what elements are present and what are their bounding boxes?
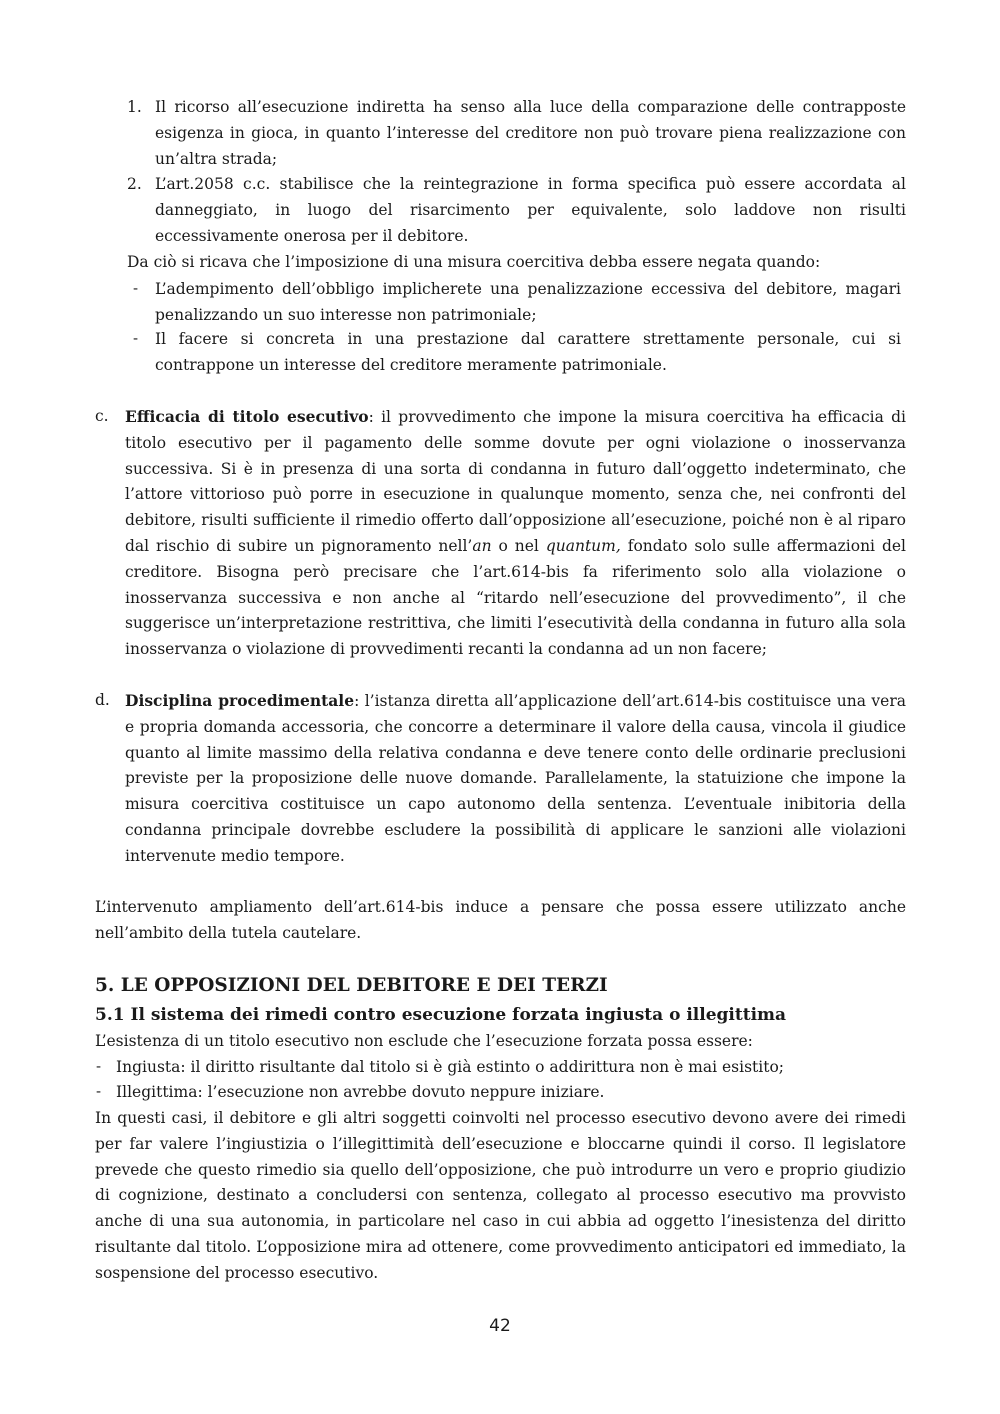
list-marker: - (133, 329, 139, 347)
list-marker: - (133, 279, 139, 297)
list-item-c: Efficacia di titolo esecutivo: il provvedimento che impone la misura coercitiva ha efficacia di titolo esecutivo per il pagamento delle somme dovute per ogni violazione o inosservanza successiva. Si è in presenza di una sorta di condanna in futuro dall’oggetto indeterminato, che l’attore vittorioso può porre in esecuzione in qualunque momento, senza che, nei confronti del debitore, risulti sufficiente il rimedio offerto dall’opposizione all’esecuzione, poiché non è al riparo dal rischio di subire un pignoramento nell’an o nel quantum, fondato solo sulle affermazioni del creditore. Bisogna però precisare che l’art.614-bis fa riferimento solo alla violazione o inosservanza successiva e non anche al “ritardo nell’esecuzione del provvedimento”, il che suggerisce un’interpretazione restrittiva, che limiti l’esecutività della condanna in futuro alla sola inosservanza o violazione di provvedimenti recanti la condanna ad un non facere; (125, 407, 907, 659)
item-title: Efficacia di titolo esecutivo (125, 407, 369, 426)
paragraph: L’esistenza di un titolo esecutivo non esclude che l’esecuzione forzata possa essere: (95, 1032, 753, 1050)
list-marker: 2. (127, 175, 142, 193)
list-marker: 1. (127, 98, 142, 116)
section-heading: 5. LE OPPOSIZIONI DEL DEBITORE E DEI TERZI (95, 975, 608, 996)
list-marker: c. (95, 407, 109, 425)
paragraph: In questi casi, il debitore e gli altri soggetti coinvolti nel processo esecutivo devono avere dei rimedi per far valere l’ingiustizia o l’illegittimità dell’esecuzione e bloccarne quindi il corso. Il legislatore prevede che questo rimedio sia quello dell’opposizione, che può introdurre un vero e proprio giudizio di cognizione, destinato a concludersi con sentenza, collegato al processo esecutivo ma provvisto anche di una sua autonomia, in particolare nel caso in cui abbia ad oggetto l’inesistenza del diritto risultante dal titolo. L’opposizione mira ad ottenere, come provvedimento anticipatori ed immediato, la sospensione del processo esecutivo. (95, 1109, 906, 1282)
list-item: Il facere si concreta in una prestazione dal carattere strettamente personale, cui si contrappone un interesse del creditore meramente patrimoniale. (155, 330, 901, 374)
list-marker: - (96, 1057, 102, 1075)
item-title: Disciplina procedimentale (125, 691, 355, 710)
subsection-heading: 5.1 Il sistema dei rimedi contro esecuzione forzata ingiusta o illegittima (95, 1005, 787, 1025)
page-number: 42 (489, 1316, 511, 1336)
list-item: L’adempimento dell’obbligo implicherete una penalizzazione eccessiva del debitore, magari penalizzando un suo interesse non patrimoniale; (155, 280, 901, 324)
paragraph: L’intervenuto ampliamento dell’art.614-bis induce a pensare che possa essere utilizzato anche nell’ambito della tutela cautelare. (95, 898, 906, 942)
list-item: Il ricorso all’esecuzione indiretta ha senso alla luce della comparazione delle contrapposte esigenza in gioca, in quanto l’interesse del creditore non può trovare piena realizzazione con un’altra strada; (155, 98, 906, 168)
list-item: Illegittima: l’esecuzione non avrebbe dovuto neppure iniziare. (116, 1083, 605, 1101)
list-item-d: Disciplina procedimentale: l’istanza diretta all’applicazione dell’art.614-bis costituisce una vera e propria domanda accessoria, che concorre a determinare il valore della causa, vincola il giudice quanto al limite massimo della relativa condanna e deve tenere conto delle ordinarie preclusioni previste per la proposizione delle nuove domande. Parallelamente, la statuizione che impone la misura coercitiva costituisce un capo autonomo della sentenza. L’eventuale inibitoria della condanna principale dovrebbe escludere la possibilità di applicare le sanzioni alle violazioni intervenute medio tempore. (125, 691, 906, 865)
paragraph: Da ciò si ricava che l’imposizione di una misura coercitiva debba essere negata quando: (127, 253, 821, 271)
list-item: L’art.2058 c.c. stabilisce che la reintegrazione in forma specifica può essere accordata al danneggiato, in luogo del risarcimento per equivalente, solo laddove non risulti eccessivamente onerosa per il debitore. (155, 175, 906, 245)
list-item: Ingiusta: il diritto risultante dal titolo si è già estinto o addirittura non è mai esistito; (116, 1058, 785, 1076)
list-marker: - (96, 1082, 102, 1100)
list-marker: d. (95, 691, 110, 709)
